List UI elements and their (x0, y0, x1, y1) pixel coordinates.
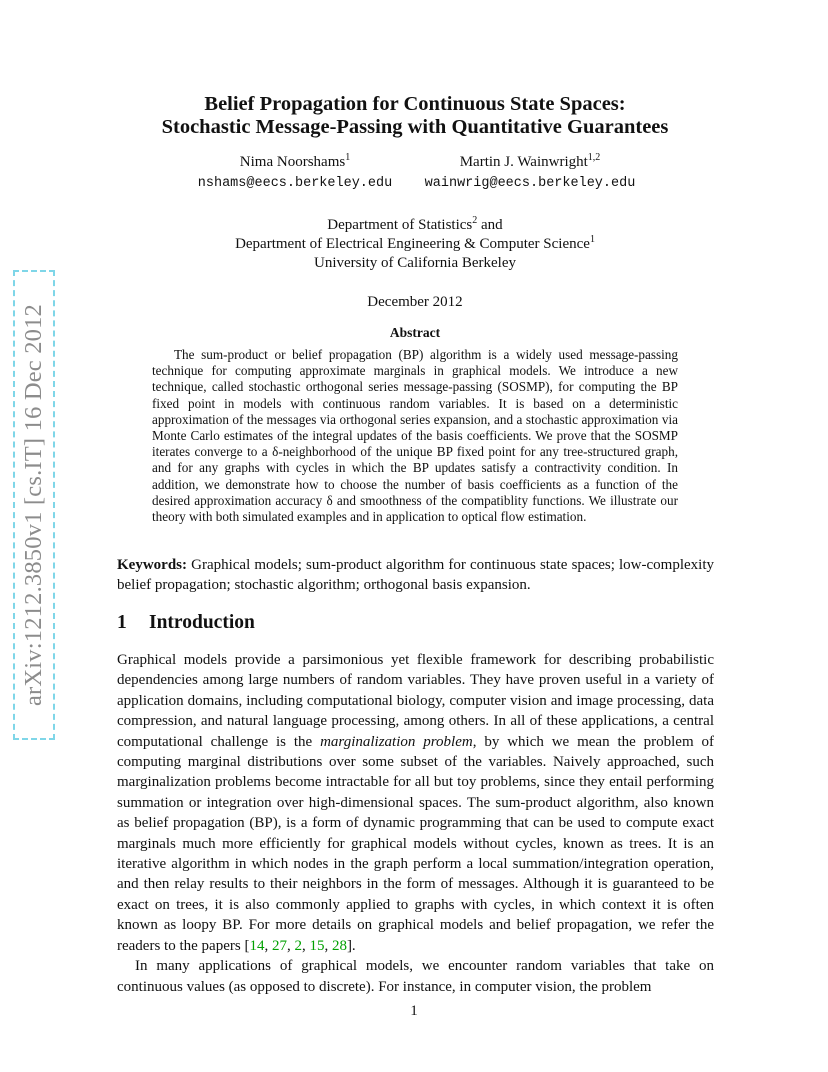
arxiv-stamp-text: arXiv:1212.3850v1 [cs.IT] 16 Dec 2012 (20, 303, 47, 707)
affiliation-line-2: Department of Electrical Engineering & Computer Science (235, 236, 590, 252)
title-line-1: Belief Propagation for Continuous State Spaces: (204, 93, 626, 115)
affiliation-line-2-sup: 1 (589, 234, 595, 245)
author-1 (180, 152, 410, 194)
affiliation-line-1-tail: and (477, 217, 503, 233)
arxiv-stamp[interactable] (13, 270, 55, 740)
author-2 (410, 152, 650, 194)
author-1-email[interactable]: nshams@eecs.berkeley.edu (197, 176, 393, 191)
intro-p1-b: , by which we mean the problem of computing marginal distributions over some subset of the variables. Naively approached, such marginalization problems become intractable for all but toy problems, since they entail performing summation or integration over high-dimensional spaces. The sum-product algorithm, also known as belief propagation (BP), is a form of dynamic programming that can be used to compute exact marginals much more efficiently for graphical models without cycles, known as trees. It is an iterative algorithm in which nodes in the graph perform a local summation/integration operation, and then relay results to their neighbors in the form of messages. Although it is guaranteed to be exact on trees, it is also commonly applied to graphs with cycles, in which context it is often known as loopy BP. For more details on graphical models and belief propagation, we refer the readers to the papers [ (117, 733, 714, 954)
author-2-name: Martin J. Wainwright (459, 154, 588, 170)
section-title: Introduction (149, 612, 255, 633)
intro-body (117, 650, 714, 997)
citation-link[interactable]: 15 (309, 937, 325, 954)
intro-p1-emphasis: marginalization problem (320, 733, 473, 750)
keywords (117, 555, 714, 595)
section-number: 1 (117, 612, 127, 633)
author-2-sup: 1,2 (587, 152, 601, 163)
intro-p1-c: ]. (346, 937, 356, 954)
paper-date: December 2012 (367, 294, 463, 310)
section-heading (117, 612, 255, 634)
intro-paragraph-2: In many applications of graphical models, we encounter random variables that take on continuous values (as opposed to discrete). For instance, in computer vision, the problem (117, 958, 714, 995)
affiliation-line-1-sup: 2 (472, 215, 478, 226)
intro-paragraph-1: Graphical models provide a parsimonious yet flexible framework for describing probabilistic dependencies among large numbers of random variables. They have proven useful in a variety of application domains, including computational biology, computer vision and image processing, data compression, and natural language processing, among others. In all of these applications, a central computational challenge is the marginalization problem, by which we mean the problem of computing marginal distributions over some subset of the variables. Naively approached, such marginalization problems become intractable for all but toy problems, since they entail performing summation or integration over high-dimensional spaces. The sum-product algorithm, also known as belief propagation (BP), is a form of dynamic programming that can be used to compute exact marginals much more efficiently for graphical models without cycles, known as trees. It is an iterative algorithm in which nodes in the graph perform a local summation/integration operation, and then relay results to their neighbors in the form of messages. Although it is guaranteed to be exact on trees, it is also commonly applied to graphs with cycles, in which context it is often known as loopy BP. For more details on graphical models and belief propagation, we refer the readers to the papers [14, 27, 2, 15, 28]. (117, 652, 714, 954)
page-number: 1 (410, 1003, 418, 1019)
affiliation-block (100, 216, 730, 273)
title-line-2: Stochastic Message-Passing with Quantitative Guarantees (161, 116, 669, 138)
citation-link[interactable]: 27 (271, 937, 287, 954)
keywords-text: Graphical models; sum-product algorithm for continuous state spaces; low-complexity belief propagation; stochastic algorithm; orthogonal basis expansion. (117, 557, 714, 593)
citation-link[interactable]: 28 (331, 937, 347, 954)
affiliation-line-1: Department of Statistics (327, 217, 473, 233)
intro-p1-a: Graphical models provide a parsimonious yet flexible framework for describing probabilistic dependencies among large numbers of random variables. They have proven useful in a variety of application domains, including computational biology, computer vision and image processing, data compression, and natural language processing, among others. In all of these applications, a central computational challenge is the (117, 652, 714, 750)
citation-link[interactable]: 14 (249, 937, 265, 954)
author-2-email[interactable]: wainwrig@eecs.berkeley.edu (424, 176, 636, 191)
abstract-text: The sum-product or belief propagation (BP) algorithm is a widely used message-passing technique for computing approximate marginals in graphical models. We introduce a new technique, called stochastic orthogonal series message-passing (SOSMP), for computing the BP fixed point in models with continuous random variables. It is based on a deterministic approximation of the messages via orthogonal series expansion, and a stochastic approximation via Monte Carlo estimates of the integral updates of the basis coefficients. We prove that the SOSMP iterates converge to a δ-neighborhood of the unique BP fixed point for any tree-structured graph, and for any graphs with cycles in which the BP updates satisfy a contractivity condition. In addition, we demonstrate how to choose the number of basis coefficients as a function of the desired approximation accuracy δ and smoothness of the compatiblity functions. We illustrate our theory with both simulated examples and in application to optical flow estimation. (152, 347, 678, 525)
author-1-name: Nima Noorshams (239, 154, 346, 170)
author-1-sup: 1 (345, 152, 351, 163)
affiliation-line-3: University of California Berkeley (313, 255, 517, 271)
citation-link[interactable]: 2 (294, 937, 302, 954)
abstract-heading: Abstract (389, 325, 441, 340)
keywords-label: Keywords: (117, 557, 187, 573)
paper-title (100, 93, 730, 139)
